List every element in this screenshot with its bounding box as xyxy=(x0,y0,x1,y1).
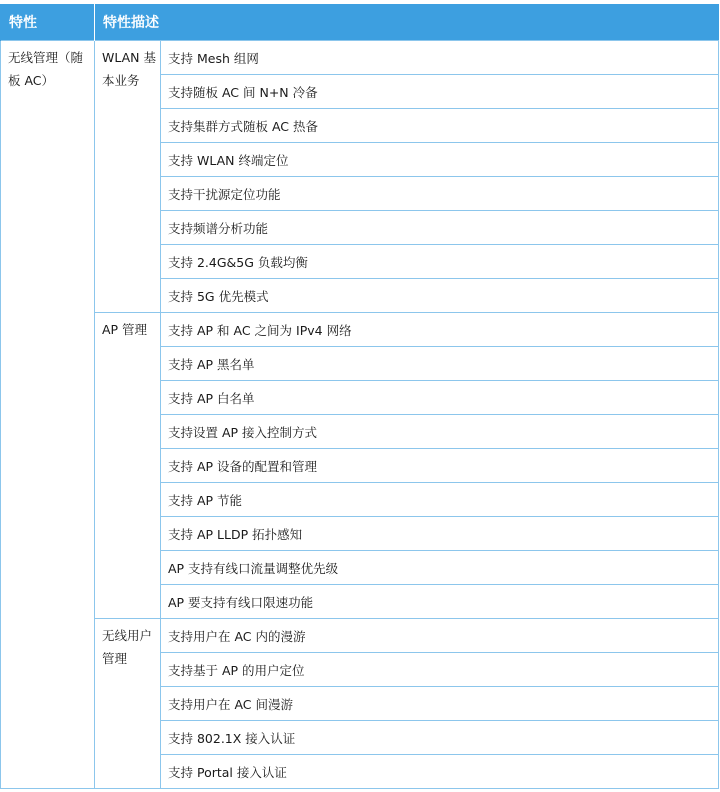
feature-cell: 支持 Portal 接入认证 xyxy=(161,755,719,789)
group-cell: WLAN 基本业务 xyxy=(95,41,161,313)
feature-cell: 支持设置 AP 接入控制方式 xyxy=(161,415,719,449)
table-row xyxy=(1,41,719,75)
feature-cell: 支持基于 AP 的用户定位 xyxy=(161,653,719,687)
table-row xyxy=(1,619,719,653)
feature-cell: 支持 2.4G&5G 负载均衡 xyxy=(161,245,719,279)
table-body xyxy=(1,41,719,789)
feature-cell: AP 支持有线口流量调整优先级 xyxy=(161,551,719,585)
feature-cell: 支持 AP 白名单 xyxy=(161,381,719,415)
category-cell: 无线管理（随板 AC） xyxy=(1,41,95,789)
feature-cell: 支持 AP 节能 xyxy=(161,483,719,517)
feature-cell: 支持 AP 黑名单 xyxy=(161,347,719,381)
feature-cell: AP 要支持有线口限速功能 xyxy=(161,585,719,619)
group-cell: AP 管理 xyxy=(95,313,161,619)
feature-cell: 支持频谱分析功能 xyxy=(161,211,719,245)
group-cell: 无线用户管理 xyxy=(95,619,161,789)
feature-cell: 支持 5G 优先模式 xyxy=(161,279,719,313)
feature-cell: 支持 802.1X 接入认证 xyxy=(161,721,719,755)
feature-cell: 支持随板 AC 间 N+N 冷备 xyxy=(161,75,719,109)
header-description: 特性描述 xyxy=(95,4,719,41)
feature-cell: 支持 Mesh 组网 xyxy=(161,41,719,75)
table-row xyxy=(1,313,719,347)
feature-cell: 支持 AP 设备的配置和管理 xyxy=(161,449,719,483)
feature-cell: 支持 WLAN 终端定位 xyxy=(161,143,719,177)
feature-cell: 支持用户在 AC 内的漫游 xyxy=(161,619,719,653)
feature-cell: 支持 AP LLDP 拓扑感知 xyxy=(161,517,719,551)
feature-cell: 支持 AP 和 AC 之间为 IPv4 网络 xyxy=(161,313,719,347)
feature-table xyxy=(0,4,719,789)
feature-cell: 支持集群方式随板 AC 热备 xyxy=(161,109,719,143)
header-feature: 特性 xyxy=(1,4,95,41)
feature-cell: 支持干扰源定位功能 xyxy=(161,177,719,211)
header-row xyxy=(1,4,719,41)
feature-cell: 支持用户在 AC 间漫游 xyxy=(161,687,719,721)
